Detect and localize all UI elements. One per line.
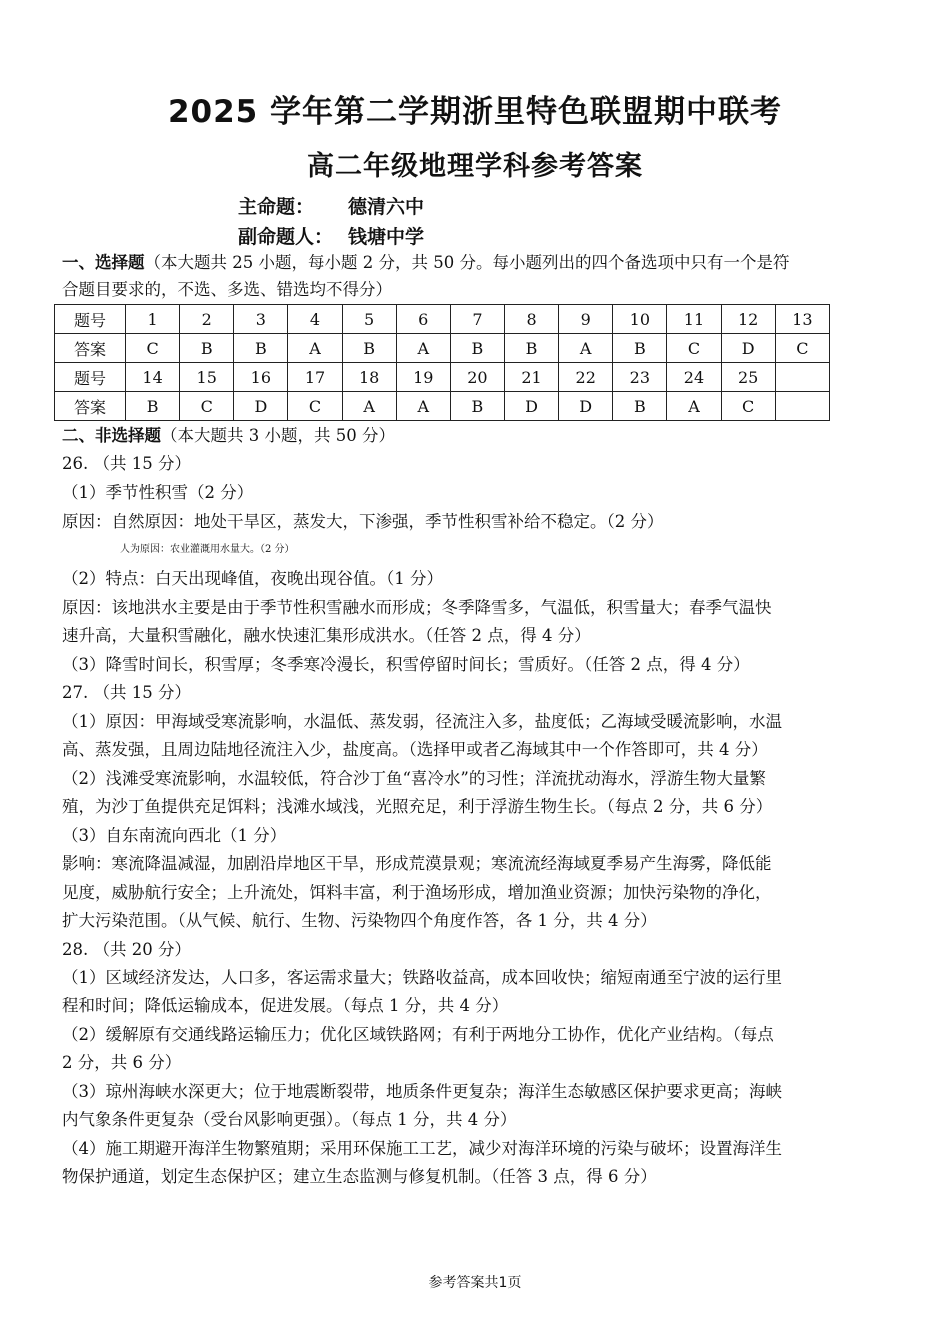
question-number-header: 题号 — [55, 363, 126, 392]
q26-heading: 26. （共 15 分） — [62, 454, 191, 473]
answer-table-row-numbers-1 — [55, 305, 830, 334]
question-number: 16 — [234, 363, 288, 392]
answer-table-row-numbers-2 — [55, 363, 830, 392]
question-number: 25 — [721, 363, 775, 392]
answer-cell: A — [667, 392, 721, 421]
answer-cell: A — [288, 334, 342, 363]
answer-header: 答案 — [55, 334, 126, 363]
answer-line: （4）施工期避开海洋生物繁殖期；采用环保施工工艺，减少对海洋环境的污染与破坏；设置海洋生 — [62, 1139, 782, 1158]
question-number: 2 — [180, 305, 234, 334]
question-number: 18 — [342, 363, 396, 392]
answer-line: 人为原因：农业灌溉用水量大。（2 分） — [120, 544, 295, 555]
section1-heading: 一、选择题 — [62, 253, 145, 272]
question-number: 14 — [126, 363, 180, 392]
answer-cell: D — [234, 392, 288, 421]
deputy-setter — [238, 222, 424, 249]
question-number: 23 — [613, 363, 667, 392]
answer-cell: C — [288, 392, 342, 421]
answer-cell: B — [450, 392, 504, 421]
question-number: 22 — [559, 363, 613, 392]
question-number: 7 — [450, 305, 504, 334]
page-subtitle: 高二年级地理学科参考答案 — [307, 151, 643, 182]
answer-line: （1）季节性积雪（2 分） — [62, 483, 254, 502]
answer-table — [54, 304, 830, 421]
answer-line: 殖，为沙丁鱼提供充足饵料；浅滩水域浅，光照充足，利于浮游生物生长。（每点 2 分，共 6 分） — [62, 797, 773, 816]
question-number: 21 — [504, 363, 558, 392]
answer-cell: B — [342, 334, 396, 363]
answer-line: （3）降雪时间长，积雪厚；冬季寒冷漫长，积雪停留时间长；雪质好。（任答 2 点，得 4 分） — [62, 655, 750, 674]
answer-cell: C — [667, 334, 721, 363]
answer-cell: B — [180, 334, 234, 363]
answer-cell: C — [180, 392, 234, 421]
answer-line: 高、蒸发强，且周边陆地径流注入少，盐度高。（选择甲或者乙海域其中一个作答即可，共 4 分） — [62, 740, 768, 759]
question-number-header: 题号 — [55, 305, 126, 334]
answer-cell: B — [613, 392, 667, 421]
question-number — [775, 363, 829, 392]
deputy-setter-label: 副命题人： — [238, 226, 334, 248]
question-number: 20 — [450, 363, 504, 392]
page-title: 2025 学年第二学期浙里特色联盟期中联考 — [167, 94, 783, 130]
answer-cell: A — [396, 392, 450, 421]
answer-line: （1）原因：甲海域受寒流影响，水温低、蒸发弱，径流注入多，盐度低；乙海域受暖流影响，水温 — [62, 712, 782, 731]
answer-cell — [775, 392, 829, 421]
chief-setter-label: 主命题： — [238, 196, 315, 218]
answer-cell: B — [613, 334, 667, 363]
answer-line: 原因：该地洪水主要是由于季节性积雪融水而形成；冬季降雪多，气温低，积雪量大；春季气温快 — [62, 598, 772, 617]
question-number: 8 — [504, 305, 558, 334]
answer-line: （1）区域经济发达，人口多，客运需求量大；铁路收益高，成本回收快；缩短南通至宁波的运行里 — [62, 968, 782, 987]
answer-cell: B — [126, 392, 180, 421]
answer-cell: D — [504, 392, 558, 421]
deputy-setter-value: 钱塘中学 — [348, 226, 425, 248]
page-footer: 参考答案共1页 — [428, 1275, 522, 1291]
answer-line: （2）特点：白天出现峰值，夜晚出现谷值。（1 分） — [62, 569, 443, 588]
section2-text: （本大题共 3 小题，共 50 分） — [161, 426, 395, 445]
question-number: 12 — [721, 305, 775, 334]
question-number: 13 — [775, 305, 829, 334]
question-number: 15 — [180, 363, 234, 392]
answer-header: 答案 — [55, 392, 126, 421]
answer-cell: D — [721, 334, 775, 363]
answer-line: 程和时间；降低运输成本，促进发展。（每点 1 分，共 4 分） — [62, 996, 509, 1015]
q27-heading: 27. （共 15 分） — [62, 683, 191, 702]
answer-line: 内气象条件更复杂（受台风影响更强）。（每点 1 分，共 4 分） — [62, 1110, 517, 1129]
section2-heading: 二、非选择题 — [62, 426, 161, 445]
chief-setter-value: 德清六中 — [348, 196, 425, 218]
question-number: 17 — [288, 363, 342, 392]
question-number: 9 — [559, 305, 613, 334]
question-number: 5 — [342, 305, 396, 334]
answer-line: 原因：自然原因：地处干旱区，蒸发大，下渗强，季节性积雪补给不稳定。（2 分） — [62, 512, 664, 531]
answer-table-row-answers-2 — [55, 392, 830, 421]
question-number: 6 — [396, 305, 450, 334]
question-number: 3 — [234, 305, 288, 334]
section1-text: （本大题共 25 小题，每小题 2 分，共 50 分。每小题列出的四个备选项中只有一个是符 — [144, 253, 790, 272]
answer-line: 速升高，大量积雪融化，融水快速汇集形成洪水。（任答 2 点，得 4 分） — [62, 626, 591, 645]
answer-cell: A — [342, 392, 396, 421]
q28-heading: 28. （共 20 分） — [62, 940, 191, 959]
answer-cell: C — [126, 334, 180, 363]
answer-line: 扩大污染范围。（从气候、航行、生物、污染物四个角度作答，各 1 分，共 4 分） — [62, 911, 657, 930]
question-number: 1 — [126, 305, 180, 334]
answer-line: （3）自东南流向西北（1 分） — [62, 826, 287, 845]
answer-cell: A — [559, 334, 613, 363]
answer-table-row-answers-1 — [55, 334, 830, 363]
section1-intro-line2: 合题目要求的，不选、多选、错选均不得分） — [62, 280, 392, 299]
answer-line: 2 分，共 6 分） — [62, 1053, 182, 1072]
answer-cell: B — [234, 334, 288, 363]
answer-line: 物保护通道，划定生态保护区；建立生态监测与修复机制。（任答 3 点，得 6 分） — [62, 1167, 657, 1186]
answer-cell: D — [559, 392, 613, 421]
question-number: 11 — [667, 305, 721, 334]
question-number: 19 — [396, 363, 450, 392]
answer-cell: A — [396, 334, 450, 363]
section1-intro — [62, 252, 892, 274]
answer-cell: B — [450, 334, 504, 363]
question-number: 10 — [613, 305, 667, 334]
question-number: 4 — [288, 305, 342, 334]
answer-line: 见度，威胁航行安全；上升流处，饵料丰富，利于渔场形成，增加渔业资源；加快污染物的净化， — [62, 883, 772, 902]
answer-line: （2）浅滩受寒流影响，水温较低，符合沙丁鱼“喜冷水”的习性；洋流扰动海水，浮游生物大量繁 — [62, 769, 766, 788]
answer-line: （3）琼州海峡水深更大；位于地震断裂带，地质条件更复杂；海洋生态敏感区保护要求更高；海峡 — [62, 1082, 782, 1101]
chief-setter — [238, 192, 424, 219]
answer-cell: C — [775, 334, 829, 363]
answer-line: 影响：寒流降温减湿，加剧沿岸地区干旱，形成荒漠景观；寒流流经海域夏季易产生海雾，降低能 — [62, 854, 772, 873]
answer-cell: B — [504, 334, 558, 363]
section2-intro — [62, 425, 892, 447]
answer-cell: C — [721, 392, 775, 421]
answer-line: （2）缓解原有交通线路运输压力；优化区域铁路网；有利于两地分工协作，优化产业结构。（每点 — [62, 1025, 774, 1044]
question-number: 24 — [667, 363, 721, 392]
